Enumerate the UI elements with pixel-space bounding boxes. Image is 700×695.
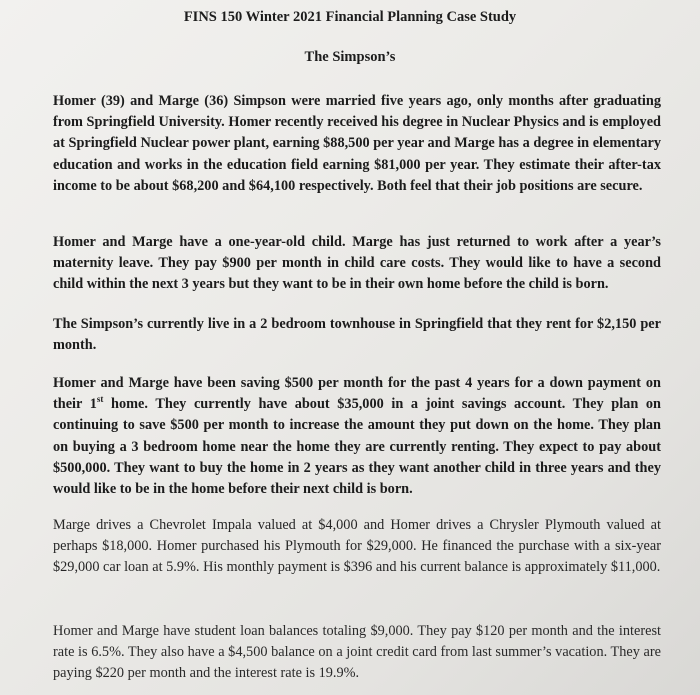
paragraph-background: Homer (39) and Marge (36) Simpson were married five years ago, only months after graduating from Springfield University. Homer recently received his degree in Nuclear Physics and is employed at Springfield Nuclear power plant, earning $88,500 per year and Marge has a degree in elementary education and works in the education field earning $81,000 per year. They estimate their after-tax income to be about $68,200 and $64,100 respectively. Both feel that their job positions are secure. bbox=[53, 93, 661, 194]
paragraph-housing-rent: The Simpson’s currently live in a 2 bedroom townhouse in Springfield that they rent for $2,150 per month. bbox=[53, 316, 661, 354]
paragraph-children: Homer and Marge have a one-year-old child. Marge has just returned to work after a year’s maternity leave. They pay $900 per month in child care costs. They would like to have a second child within the next 3 years but they want to be in their own home before the child is born. bbox=[53, 234, 661, 293]
document-subtitle: The Simpson’s bbox=[304, 49, 396, 65]
document-title: FINS 150 Winter 2021 Financial Planning Case Study bbox=[183, 9, 517, 25]
paragraph-vehicles: Marge drives a Chevrolet Impala valued at $4,000 and Homer drives a Chrysler Plymouth valued at perhaps $18,000. Homer purchased his Plymouth for $29,000. He financed the purchase with a six-year $29,000 car loan at 5.9%. His monthly payment is $396 and his current balance is approximately $11,000. bbox=[53, 517, 661, 576]
paragraph-savings: Homer and Marge have been saving $500 per month for the past 4 years for a down payment on their 1st home. They currently have about $35,000 in a joint savings account. They plan on continuing to save $500 per month to increase the amount they put down on the home. They plan on buying a 3 bedroom home near the home they are currently renting. They expect to pay about $500,000. They want to buy the home in 2 years as they want another child in three years and they would like to be in the home before their next child is born. bbox=[53, 375, 662, 498]
paragraph-debts: Homer and Marge have student loan balances totaling $9,000. They pay $120 per month and the interest rate is 6.5%. They also have a $4,500 balance on a joint credit card from last summer’s vacation. They are paying $220 per month and the interest rate is 19.9%. bbox=[53, 623, 661, 682]
